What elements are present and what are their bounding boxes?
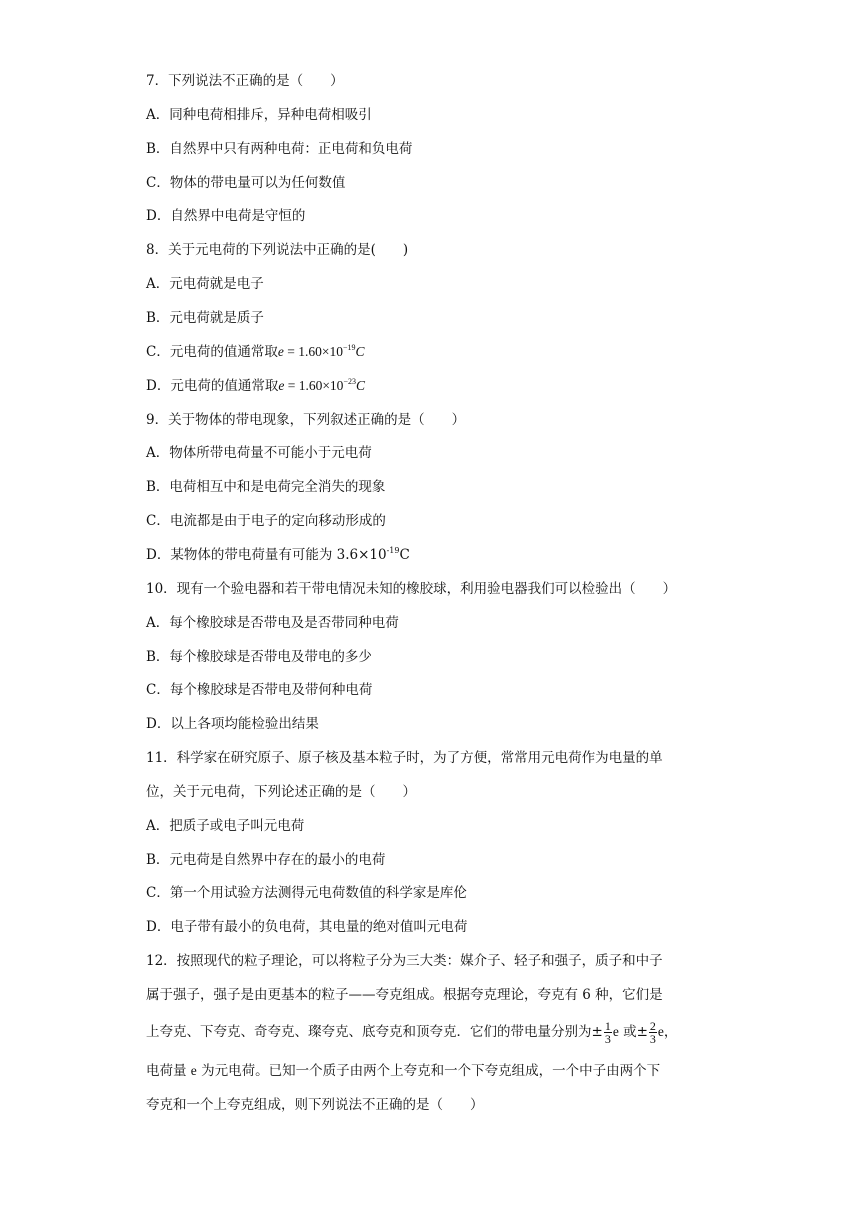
question-7-option-c: C．物体的带电量可以为任何数值 xyxy=(146,175,346,191)
question-10-stem: 10．现有一个验电器和若干带电情况未知的橡胶球，利用验电器我们可以检验出（ ） xyxy=(146,581,677,597)
question-12-stem-line-4: 电荷量 e 为元电荷。已知一个质子由两个上夸克和一个下夸克组成，一个中子由两个下 xyxy=(146,1063,661,1079)
option-d-exponent: -19 xyxy=(386,546,400,555)
question-10-option-c: C．每个橡胶球是否带电及带何种电荷 xyxy=(146,682,373,698)
fraction-one-third: $\frac{1}{3}$ xyxy=(604,1019,611,1046)
question-7-stem: 7．下列说法不正确的是（ ） xyxy=(146,73,344,89)
option-d-text: D．元电荷的值通常取 xyxy=(146,378,279,394)
option-d-text: D．某物体的带电荷量有可能为 3.6×10 xyxy=(146,547,387,563)
question-11-stem-line-2: 位，关于元电荷，下列论述正确的是（ ） xyxy=(146,784,416,800)
option-c-text: C．元电荷的值通常取 xyxy=(146,344,278,360)
question-7-option-d: D．自然界中电荷是守恒的 xyxy=(146,208,306,224)
question-7-option-a: A．同种电荷相排斥，异种电荷相吸引 xyxy=(146,107,372,123)
question-11-option-c: C．第一个用试验方法测得元电荷数值的科学家是库伦 xyxy=(146,885,467,901)
fraction-two-thirds: $\frac{2}{3}$ xyxy=(649,1019,656,1046)
question-9-option-d xyxy=(146,546,410,564)
question-9-stem: 9．关于物体的带电现象，下列叙述正确的是（ ） xyxy=(146,412,466,428)
question-9-option-c: C．电流都是由于电子的定向移动形成的 xyxy=(146,513,386,529)
option-d-unit: C xyxy=(399,547,410,563)
question-9-option-b: B．电荷相互中和是电荷完全消失的现象 xyxy=(146,479,386,495)
question-11-option-a: A．把质子或电子叫元电荷 xyxy=(146,818,305,834)
question-11-option-d: D．电子带有最小的负电荷，其电量的绝对值叫元电荷 xyxy=(146,919,468,935)
question-9-option-a: A．物体所带电荷量不可能小于元电荷 xyxy=(146,445,372,461)
question-11-option-b: B．元电荷是自然界中存在的最小的电荷 xyxy=(146,852,386,868)
question-8-option-a: A．元电荷就是电子 xyxy=(146,276,264,292)
question-10-option-b: B．每个橡胶球是否带电及带电的多少 xyxy=(146,649,372,665)
question-8-stem: 8．关于元电荷的下列说法中正确的是( ) xyxy=(146,242,409,258)
option-c-formula: $e = 1.60\times 10^{-19}C$ xyxy=(277,343,365,359)
question-8-option-d xyxy=(146,377,365,395)
question-7-option-b: B．自然界中只有两种电荷：正电荷和负电荷 xyxy=(146,141,413,157)
question-8-option-c xyxy=(146,343,364,361)
question-12-stem-line-1: 12．按照现代的粒子理论，可以将粒子分为三大类：媒介子、轻子和强子，质子和中子 xyxy=(146,953,663,969)
question-8-option-b: B．元电荷就是质子 xyxy=(146,310,264,326)
question-10-option-d: D．以上各项均能检验出结果 xyxy=(146,716,319,732)
question-11-stem-line-1: 11．科学家在研究原子、原子核及基本粒子时，为了方便，常常用元电荷作为电量的单 xyxy=(146,750,663,766)
question-12-stem-line-3: 上夸克、下夸克、奇夸克、璨夸克、底夸克和顶夸克．它们的带电量分别为± $\frac{1}{3}$ e 或± $\frac{2}{3}$ e， xyxy=(146,1019,678,1046)
question-10-option-a: A．每个橡胶球是否带电及是否带同种电荷 xyxy=(146,615,399,631)
question-12-stem-line-5: 夸克和一个上夸克组成，则下列说法不正确的是（ ） xyxy=(146,1097,484,1113)
option-d-formula: $e = 1.60\times 10^{-23}C$ xyxy=(278,377,365,393)
question-12-stem-line-2: 属于强子，强子是由更基本的粒子——夸克组成。根据夸克理论，夸克有 6 种，它们是 xyxy=(146,987,663,1003)
